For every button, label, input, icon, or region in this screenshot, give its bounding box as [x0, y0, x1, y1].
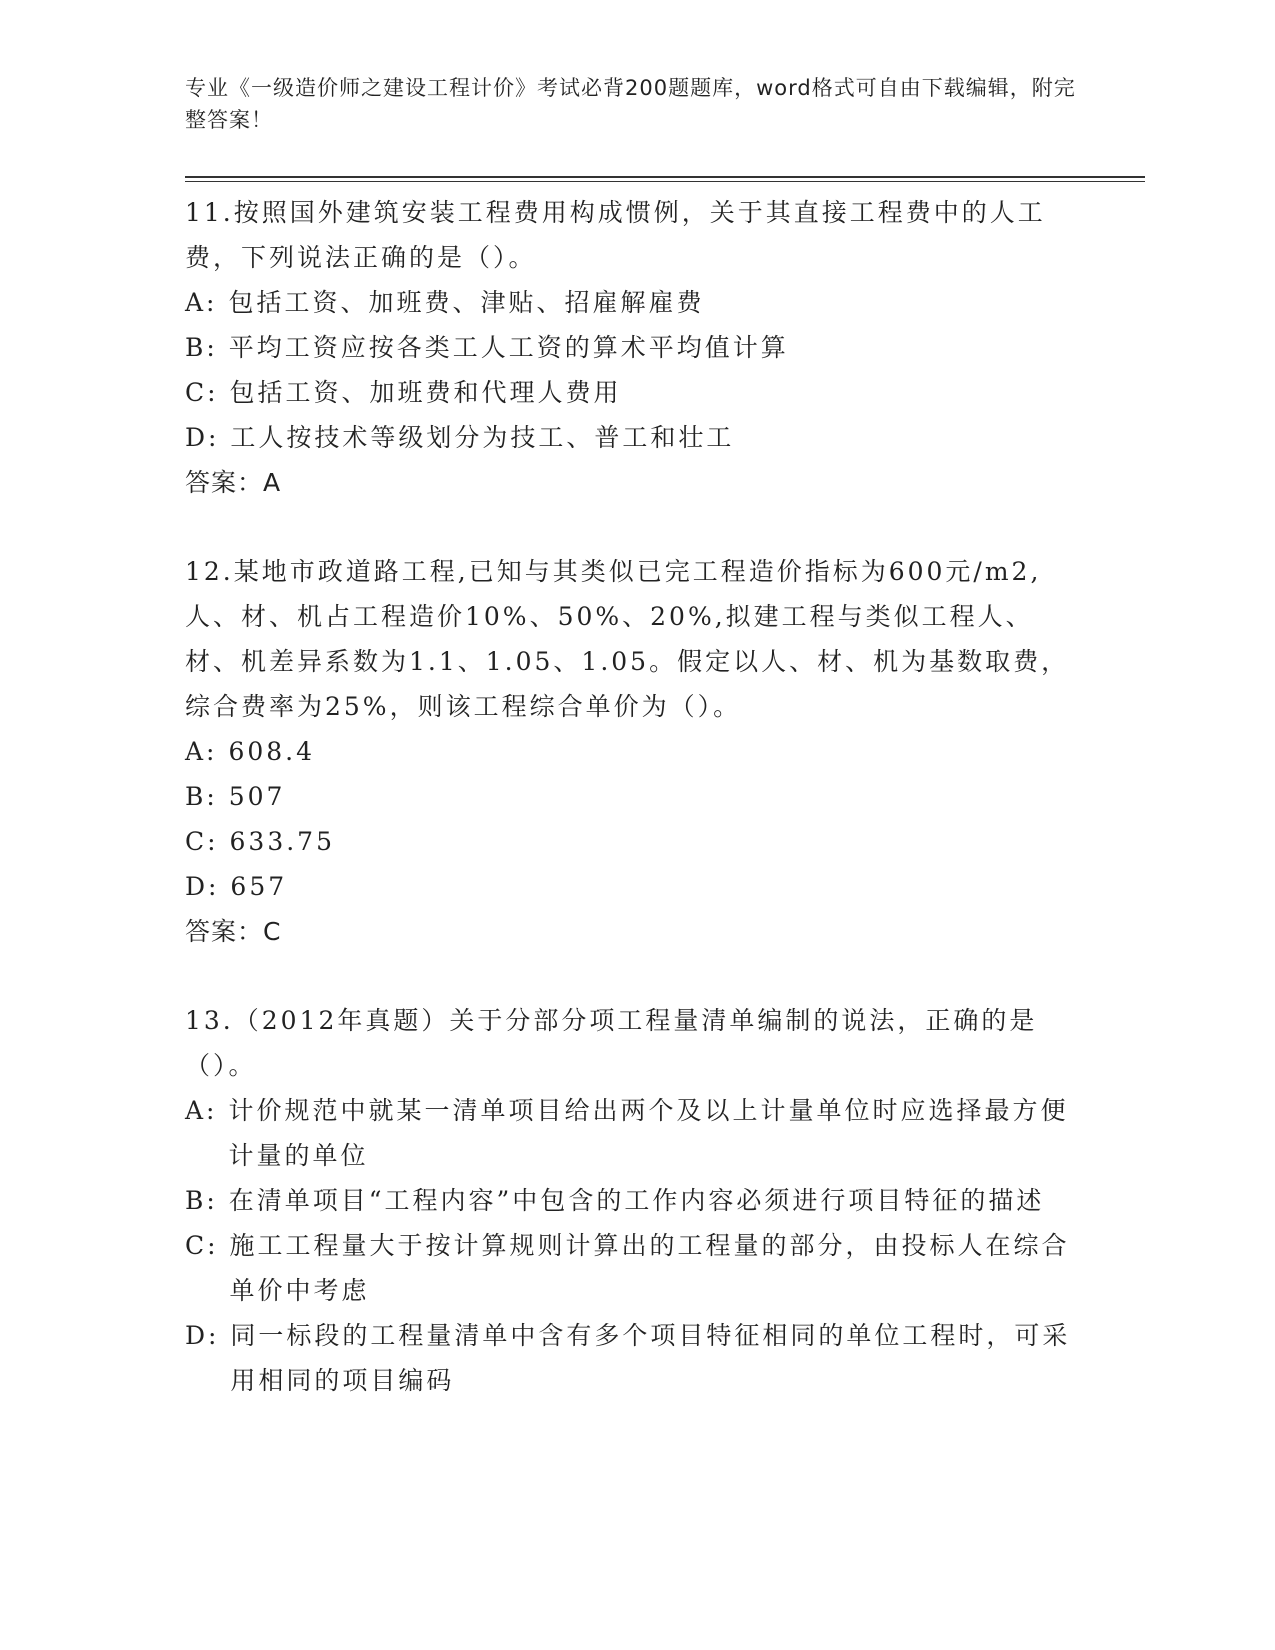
question-12 — [185, 549, 1085, 954]
option-letter: D: — [185, 872, 220, 901]
option-text: 计价规范中就某一清单项目给出两个及以上计量单位时应选择最方便计量的单位 — [228, 1096, 1069, 1170]
spacer — [185, 505, 1085, 549]
option-c — [185, 370, 1085, 415]
option-d — [185, 1313, 1085, 1403]
option-text: 平均工资应按各类工人工资的算术平均值计算 — [228, 333, 789, 362]
option-a — [185, 1088, 1085, 1178]
option-text: 包括工资、加班费、津贴、招雇解雇费 — [228, 288, 705, 317]
option-b — [185, 325, 1085, 370]
option-d — [185, 864, 1085, 909]
question-11 — [185, 190, 1085, 505]
option-letter: D: — [185, 1321, 220, 1350]
option-text: 633.75 — [229, 827, 335, 856]
header-rule — [185, 176, 1145, 178]
option-letter: B: — [185, 333, 218, 362]
option-text: 在清单项目“工程内容”中包含的工作内容必须进行项目特征的描述 — [228, 1186, 1045, 1215]
option-b — [185, 774, 1085, 819]
option-text: 同一标段的工程量清单中含有多个项目特征相同的单位工程时，可采用相同的项目编码 — [230, 1321, 1071, 1395]
option-text: 施工工程量大于按计算规则计算出的工程量的部分，由投标人在综合单价中考虑 — [229, 1231, 1070, 1305]
option-d — [185, 415, 1085, 460]
option-letter: C: — [185, 378, 219, 407]
question-list — [185, 190, 1085, 1403]
question-stem: 11.按照国外建筑安装工程费用构成惯例，关于其直接工程费中的人工费，下列说法正确的是（）。 — [185, 198, 1046, 272]
option-text: 608.4 — [228, 737, 316, 766]
option-a — [185, 729, 1085, 774]
question-stem: 12.某地市政道路工程,已知与其类似已完工程造价指标为600元/m2,人、材、机占工程造价10%、50%、20%,拟建工程与类似工程人、材、机差异系数为1.1、1.05、1.05。假定以人、材、机为基数取费，综合费率为25%，则该工程综合单价为（）。 — [185, 557, 1070, 721]
option-letter: A: — [185, 737, 218, 766]
option-letter: D: — [185, 423, 220, 452]
option-c — [185, 1223, 1085, 1313]
option-text: 包括工资、加班费和代理人费用 — [229, 378, 622, 407]
answer-line: 答案：A — [185, 468, 282, 497]
page-header: 专业《一级造价师之建设工程计价》考试必背200题题库，word格式可自由下载编辑，附完整答案！ — [185, 76, 1076, 132]
option-letter: B: — [185, 782, 218, 811]
header-rule-thin — [185, 181, 1145, 182]
answer-line: 答案：C — [185, 917, 282, 946]
spacer — [185, 954, 1085, 998]
question-13 — [185, 998, 1085, 1403]
option-text: 507 — [228, 782, 286, 811]
option-letter: C: — [185, 827, 219, 856]
option-c — [185, 819, 1085, 864]
option-a — [185, 280, 1085, 325]
option-letter: A: — [185, 1096, 218, 1125]
option-letter: B: — [185, 1186, 218, 1215]
option-text: 工人按技术等级划分为技工、普工和壮工 — [230, 423, 735, 452]
option-b — [185, 1178, 1085, 1223]
option-letter: C: — [185, 1231, 219, 1260]
question-stem: 13.（2012年真题）关于分部分项工程量清单编制的说法，正确的是（）。 — [185, 1006, 1038, 1080]
option-letter: A: — [185, 288, 218, 317]
option-text: 657 — [230, 872, 288, 901]
